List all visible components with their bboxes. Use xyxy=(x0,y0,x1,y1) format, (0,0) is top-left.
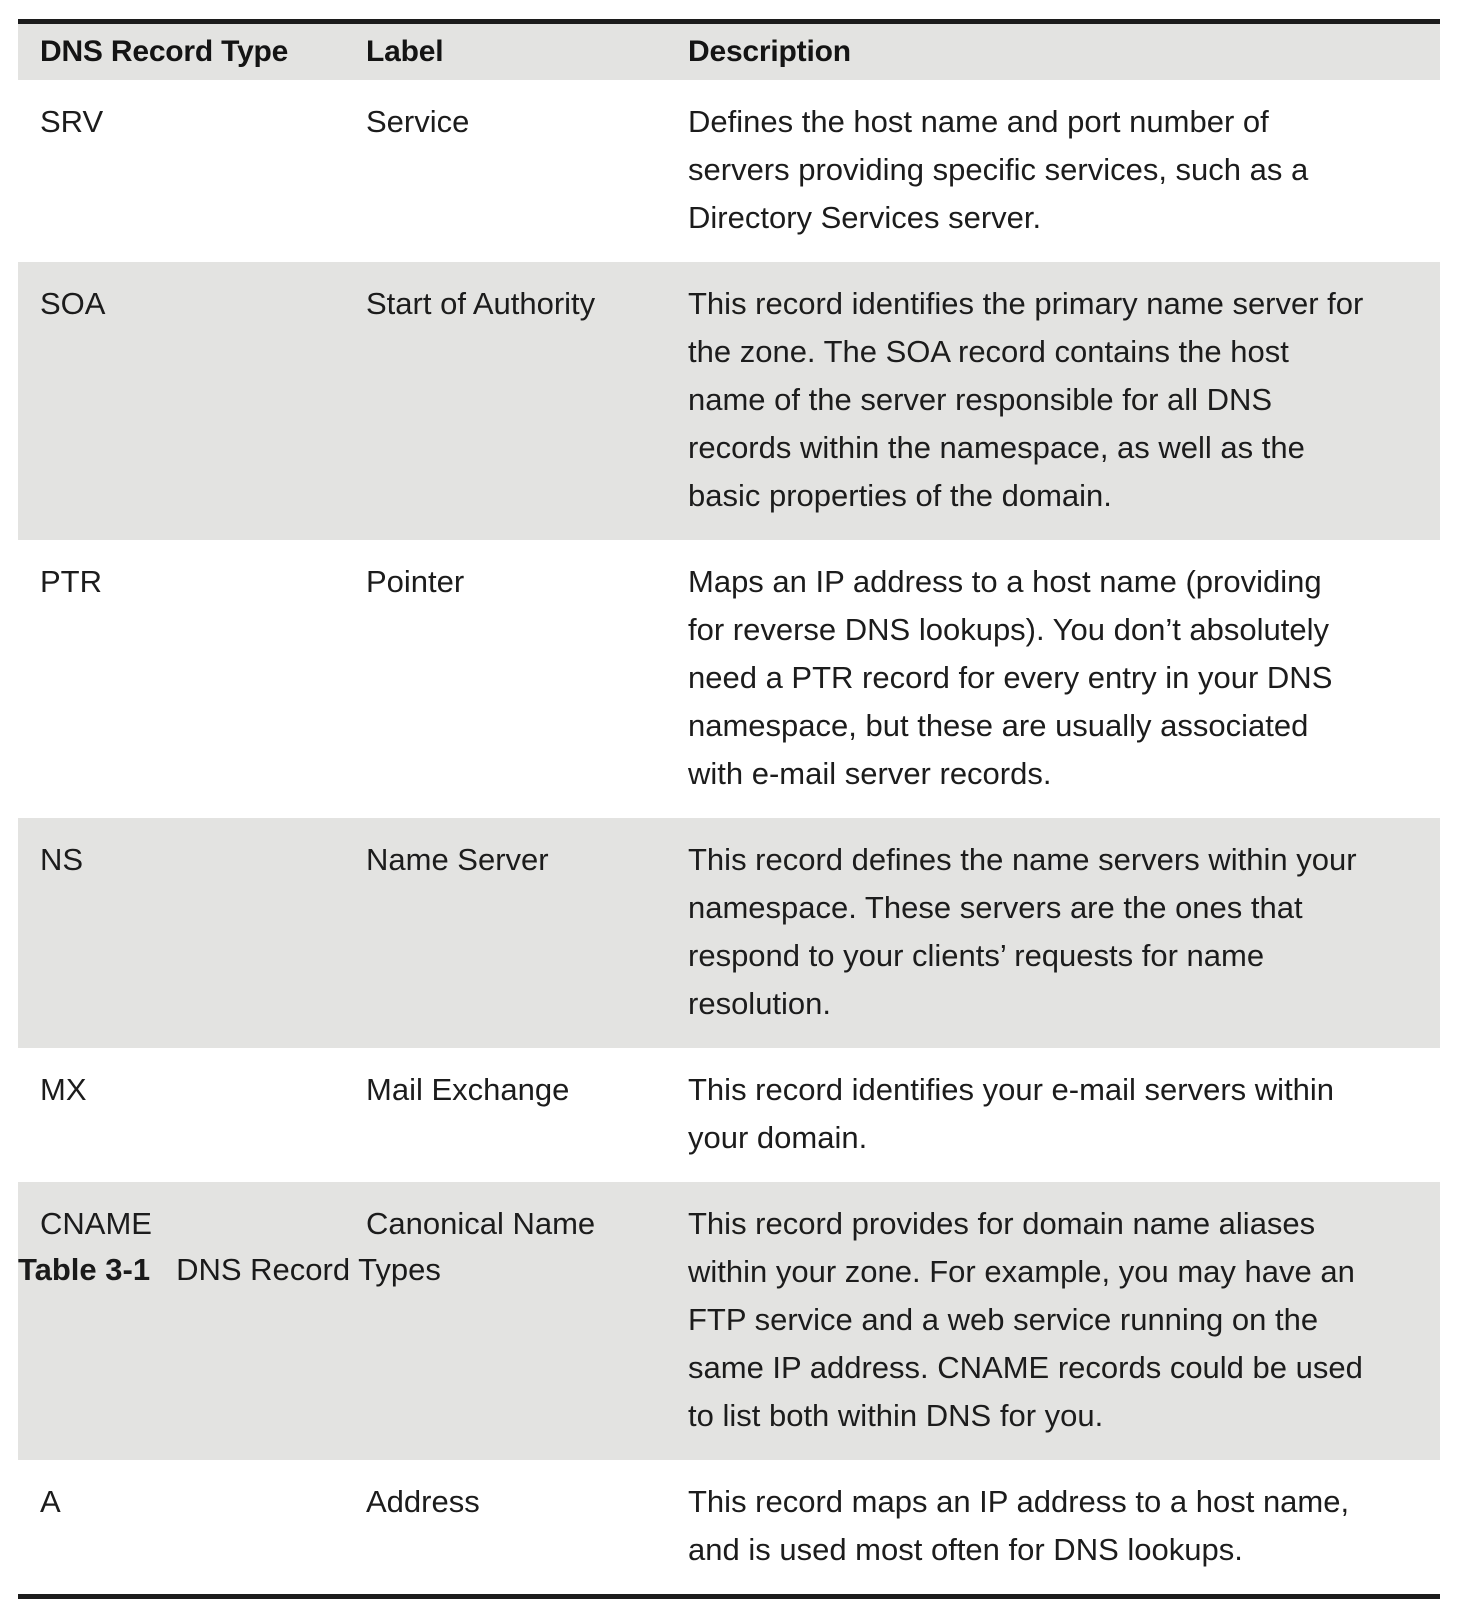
cell-record-type: MX xyxy=(40,1072,87,1107)
cell-label: Service xyxy=(366,104,470,139)
cell-label: Mail Exchange xyxy=(366,1072,570,1107)
cell-description: This record defines the name servers within your namespace. These servers are the ones that respond to your clients’ requests for name resolution. xyxy=(688,842,1357,1021)
table-header-row xyxy=(18,24,1440,80)
caption-title: DNS Record Types xyxy=(176,1252,441,1287)
cell-description: Maps an IP address to a host name (providing for reverse DNS lookups). You don’t absolutely need a PTR record for every entry in your DNS namespace, but these are usually associated with e-mail server records. xyxy=(688,564,1333,791)
table-header xyxy=(18,24,1440,80)
dns-record-types-table xyxy=(18,19,1440,1599)
cell-description: This record maps an IP address to a host name, and is used most often for DNS lookups. xyxy=(688,1484,1350,1567)
table-row xyxy=(18,80,1440,262)
cell-record-type: SRV xyxy=(40,104,104,139)
cell-description: This record identifies the primary name server for the zone. The SOA record contains the host name of the server responsible for all DNS records within the namespace, as well as the basic properties of the domain. xyxy=(688,286,1364,513)
column-header-dns-record-type: DNS Record Type xyxy=(40,35,289,68)
table-row xyxy=(18,1182,1440,1460)
cell-record-type: SOA xyxy=(40,286,106,321)
table-row xyxy=(18,1048,1440,1182)
table-body xyxy=(18,80,1440,1594)
table-row xyxy=(18,1460,1440,1594)
cell-record-type: CNAME xyxy=(40,1206,152,1241)
cell-description: This record provides for domain name aliases within your zone. For example, you may have an FTP service and a web service running on the same IP address. CNAME records could be used to list both within DNS for you. xyxy=(688,1206,1363,1433)
table-row xyxy=(18,818,1440,1048)
cell-label: Start of Authority xyxy=(366,286,596,321)
cell-label: Name Server xyxy=(366,842,549,877)
cell-label: Canonical Name xyxy=(366,1206,596,1241)
table-caption xyxy=(18,1248,1440,1292)
column-header-description: Description xyxy=(688,35,851,68)
cell-record-type: NS xyxy=(40,842,84,877)
cell-description: This record identifies your e-mail servers within your domain. xyxy=(688,1072,1335,1155)
cell-record-type: A xyxy=(40,1484,61,1519)
table-row xyxy=(18,262,1440,540)
table-row xyxy=(18,540,1440,818)
table-bottom-rule xyxy=(18,1594,1440,1599)
column-header-label: Label xyxy=(366,35,444,68)
cell-label: Pointer xyxy=(366,564,465,599)
cell-record-type: PTR xyxy=(40,564,102,599)
cell-description: Defines the host name and port number of servers providing specific services, such as a Directory Services server. xyxy=(688,104,1309,235)
cell-label: Address xyxy=(366,1484,480,1519)
caption-label: Table 3-1 xyxy=(18,1252,151,1287)
